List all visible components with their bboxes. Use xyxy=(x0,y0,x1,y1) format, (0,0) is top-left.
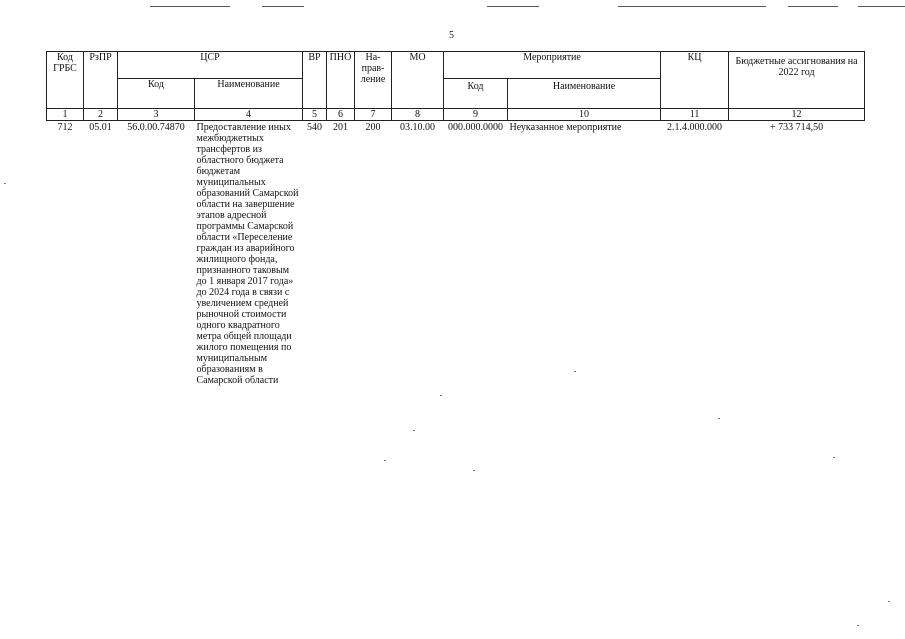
column-number: 7 xyxy=(355,109,392,121)
column-number: 4 xyxy=(195,109,303,121)
column-number-row xyxy=(47,109,865,121)
cell-kc: 2.1.4.000.000 xyxy=(667,122,723,133)
column-number: 2 xyxy=(84,109,118,121)
header-pno: ПНО xyxy=(327,52,355,109)
page-number: 5 xyxy=(449,30,454,41)
cell-grbs: 712 xyxy=(57,122,73,133)
table-row xyxy=(47,121,865,387)
cell-mo: 03.10.00 xyxy=(400,122,436,133)
cell-csr-code: 56.0.00.74870 xyxy=(127,122,185,133)
column-number: 3 xyxy=(118,109,195,121)
cell-pno: 201 xyxy=(333,122,349,133)
column-number: 6 xyxy=(327,109,355,121)
cell-budget: + 733 714,50 xyxy=(769,122,824,133)
cell-vr: 540 xyxy=(307,122,323,133)
header-vr: ВР xyxy=(303,52,327,109)
header-event: Мероприятие xyxy=(444,52,661,79)
cell-event-name: Неуказанное мероприятие xyxy=(509,122,622,133)
column-number: 8 xyxy=(392,109,444,121)
cell-event-code: 000.000.0000 xyxy=(448,122,504,133)
header-grbs: Код ГРБС xyxy=(47,52,84,109)
column-number: 12 xyxy=(729,109,865,121)
header-mo: МО xyxy=(392,52,444,109)
header-rzpr: РзПР xyxy=(84,52,118,109)
cell-rzpr: 05.01 xyxy=(89,122,112,133)
header-csr-code: Код xyxy=(118,79,195,109)
cell-csr-name: Предоставление иных межбюджетных трансфертов из областного бюджета бюджетам муниципальных образований Самарской области на завершение этапов адресной программы Самарской области «Переселение граждан из аварийного жилищного фонда, признанного таковым до 1 января 2017 года» до 2024 года в связи с увеличением средней рыночной стоимости одного квадратного метра общей площади жилого помещения по муниципальным образованиям в Самарской области xyxy=(196,122,299,386)
column-number: 10 xyxy=(508,109,661,121)
header-event-name: Наименование xyxy=(508,79,661,109)
budget-table xyxy=(46,51,865,386)
column-number: 1 xyxy=(47,109,84,121)
header-napr: На-прав-ление xyxy=(355,52,392,109)
header-event-code: Код xyxy=(444,79,508,109)
column-number: 5 xyxy=(303,109,327,121)
header-csr: ЦСР xyxy=(118,52,303,79)
column-number: 9 xyxy=(444,109,508,121)
cell-napr: 200 xyxy=(365,122,381,133)
header-kc: КЦ xyxy=(661,52,729,109)
header-budget: Бюджетные ассигнования на 2022 год xyxy=(729,52,865,109)
header-csr-name: Наименование xyxy=(195,79,303,109)
column-number: 11 xyxy=(661,109,729,121)
